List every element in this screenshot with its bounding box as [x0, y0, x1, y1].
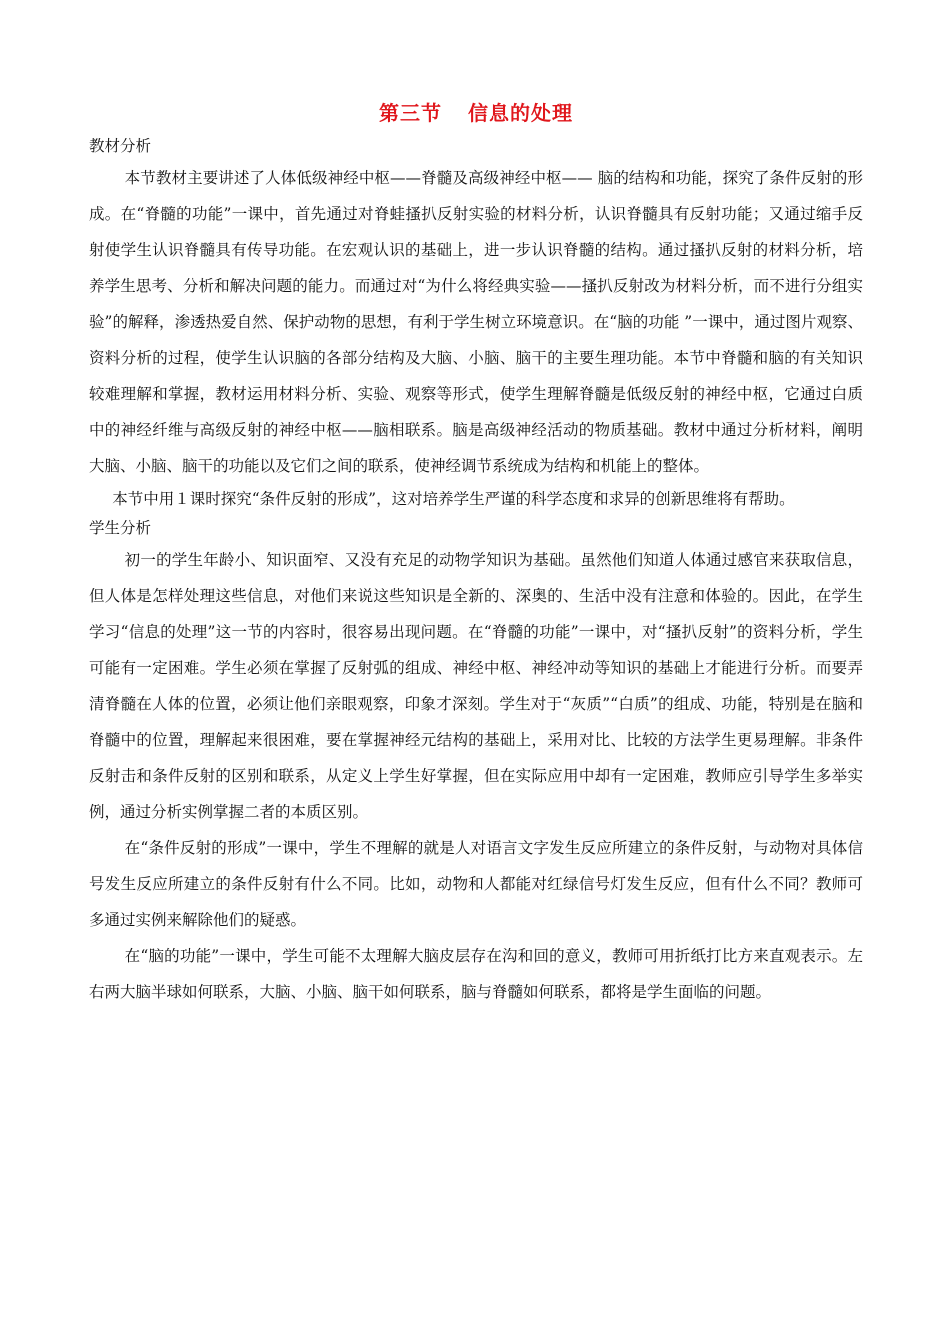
paragraph: 在“脑的功能”一课中，学生可能不太理解大脑皮层存在沟和回的意义，教师可用折纸打比方来直观表示。左右两大脑半球如何联系，大脑、小脑、脑干如何联系，脑与脊髓如何联系，都将是学生面临的问题。 [89, 947, 863, 1001]
section-textbook-analysis [89, 132, 863, 514]
title-topic: 信息的处理 [468, 101, 573, 125]
section-heading: 学生分析 [89, 519, 152, 537]
title-section-number: 第三节 [379, 101, 442, 125]
page-title [89, 96, 863, 130]
paragraph: 本节教材主要讲述了人体低级神经中枢——脊髓及高级神经中枢—— 脑的结构和功能，探究了条件反射的形成。在“脊髓的功能”一课中，首先通过对脊蛙搔扒反射实验的材料分析，认识脊髓具有反射功能；又通过缩手反射使学生认识脊髓具有传导功能。在宏观认识的基础上，进一步认识脊髓的结构。通过搔扒反射的材料分析，培养学生思考、分析和解决问题的能力。而通过对“为什么将经典实验——搔扒反射改为材料分析，而不进行分组实验”的解释，渗透热爱自然、保护动物的思想，有利于学生树立环境意识。在“脑的功能 ”一课中，通过图片观察、资料分析的过程，使学生认识脑的各部分结构及大脑、小脑、脑干的主要生理功能。本节中脊髓和脑的有关知识较难理解和掌握，教材运用材料分析、实验、观察等形式，使学生理解脊髓是低级反射的神经中枢，它通过白质中的神经纤维与高级反射的神经中枢——脑相联系。脑是高级神经活动的物质基础。教材中通过分析材料，阐明大脑、小脑、脑干的功能以及它们之间的联系，使神经调节系统成为结构和机能上的整体。 [89, 169, 863, 475]
paragraph: 在“条件反射的形成”一课中，学生不理解的就是人对语言文字发生反应所建立的条件反射，与动物对具体信号发生反应所建立的条件反射有什么不同。比如，动物和人都能对红绿信号灯发生反应，但有什么不同？教师可多通过实例来解除他们的疑惑。 [89, 839, 863, 929]
section-student-analysis [89, 514, 863, 1010]
paragraph: 初一的学生年龄小、知识面窄、又没有充足的动物学知识为基础。虽然他们知道人体通过感官来获取信息，但人体是怎样处理这些信息，对他们来说这些知识是全新的、深奥的、生活中没有注意和体验的。因此，在学生学习“信息的处理”这一节的内容时，很容易出现问题。在“脊髓的功能”一课中，对“搔扒反射”的资料分析，学生可能有一定困难。学生必须在掌握了反射弧的组成、神经中枢、神经冲动等知识的基础上才能进行分析。而要弄清脊髓在人体的位置，必须让他们亲眼观察，印象才深刻。学生对于“灰质”“白质”的组成、功能，特别是在脑和脊髓中的位置，理解起来很困难，要在掌握神经元结构的基础上，采用对比、比较的方法学生更易理解。非条件反射击和条件反射的区别和联系，从定义上学生好掌握，但在实际应用中却有一定困难，教师应引导学生多举实例，通过分析实例掌握二者的本质区别。 [89, 551, 863, 821]
document-page [89, 96, 863, 1010]
section-heading: 教材分析 [89, 137, 152, 155]
paragraph: 本节中用１课时探究“条件反射的形成”，这对培养学生严谨的科学态度和求异的创新思维将有帮助。 [112, 490, 795, 508]
